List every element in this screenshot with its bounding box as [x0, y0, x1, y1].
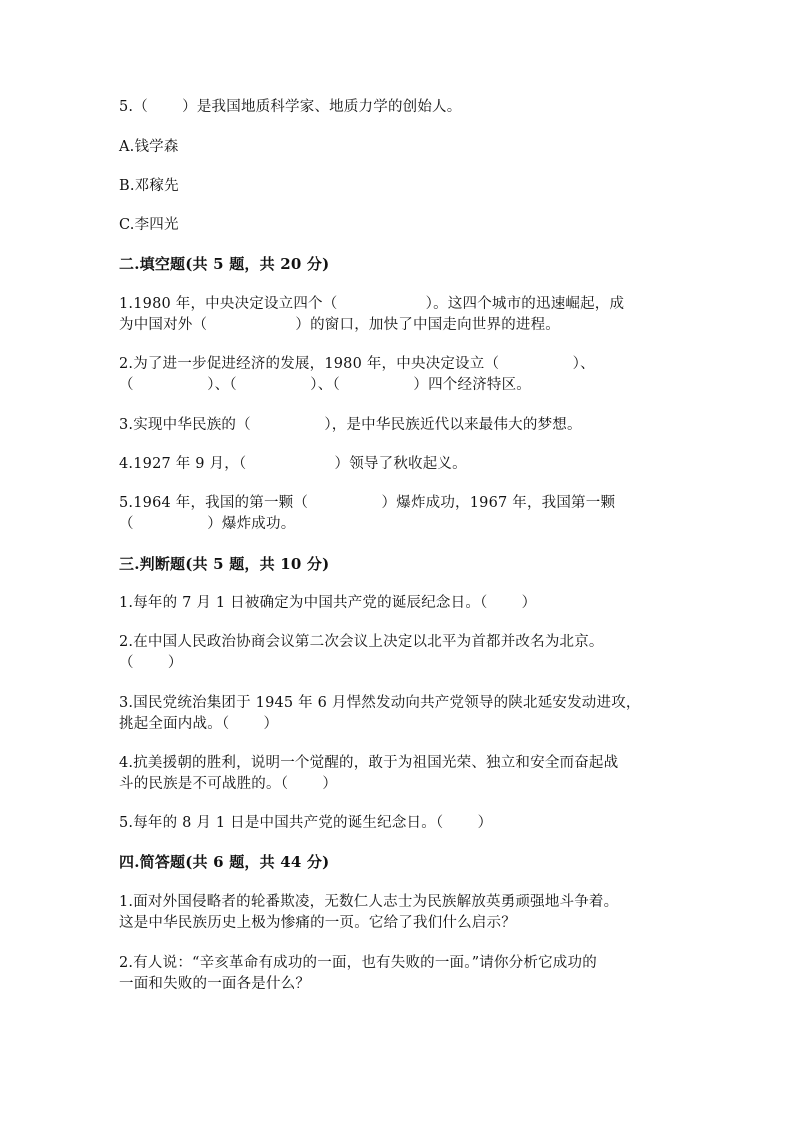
option-b: B.邓稼先 [119, 178, 179, 194]
option-a: A.钱学森 [119, 139, 179, 155]
question-line: 3.国民党统治集团于 1945 年 6 月悍然发动向共产党领导的陕北延安发动进攻， [119, 695, 641, 711]
question-line: 4.1927 年 9 月，（ ）领导了秋收起义。 [119, 456, 467, 472]
question-line: 这是中华民族历史上极为惨痛的一页。它给了我们什么启示？ [119, 915, 516, 931]
question-text: 5.（ ）是我国地质科学家、地质力学的创始人。 [119, 99, 462, 115]
question-line: 一面和失败的一面各是什么？ [119, 976, 311, 992]
question-line: 1.面对外国侵略者的轮番欺凌，无数仁人志士为民族解放英勇顽强地斗争着。 [119, 894, 619, 910]
question-line: （ ）爆炸成功。 [119, 516, 296, 532]
question-line: 2.在中国人民政治协商会议第二次会议上决定以北平为首都并改名为北京。 [119, 634, 604, 650]
question-line: 2.有人说：“辛亥革命有成功的一面，也有失败的一面。”请你分析它成功的 [119, 955, 597, 971]
question-line: 挑起全面内战。（ ） [119, 716, 279, 732]
section-heading-short-answer: 四.简答题(共 6 题，共 44 分) [119, 853, 330, 871]
question-line: 5.每年的 8 月 1 日是中国共产党的诞生纪念日。（ ） [119, 815, 493, 831]
question-line: 4.抗美援朝的胜利，说明一个觉醒的，敢于为祖国光荣、独立和安全而奋起战 [119, 755, 619, 771]
question-line: （ ）、（ ）、（ ）四个经济特区。 [119, 377, 531, 393]
section-heading-fill-blank: 二.填空题(共 5 题，共 20 分) [119, 255, 330, 273]
option-c: C.李四光 [119, 217, 179, 233]
question-line: 5.1964 年，我国的第一颗（ ）爆炸成功，1967 年，我国第一颗 [119, 495, 616, 511]
question-line: 2.为了进一步促进经济的发展，1980 年，中央决定设立（ ）、 [119, 356, 595, 372]
question-line: 3.实现中华民族的（ ），是中华民族近代以来最伟大的梦想。 [119, 417, 582, 433]
question-line: 1.1980 年，中央决定设立四个（ ）。这四个城市的迅速崛起，成 [119, 296, 625, 312]
section-heading-true-false: 三.判断题(共 5 题，共 10 分) [119, 555, 330, 573]
question-line: 1.每年的 7 月 1 日被确定为中国共产党的诞辰纪念日。（ ） [119, 595, 537, 611]
question-line: 为中国对外（ ）的窗口，加快了中国走向世界的进程。 [119, 317, 560, 333]
question-line: （ ） [119, 655, 183, 671]
question-line: 斗的民族是不可战胜的。（ ） [119, 776, 338, 792]
